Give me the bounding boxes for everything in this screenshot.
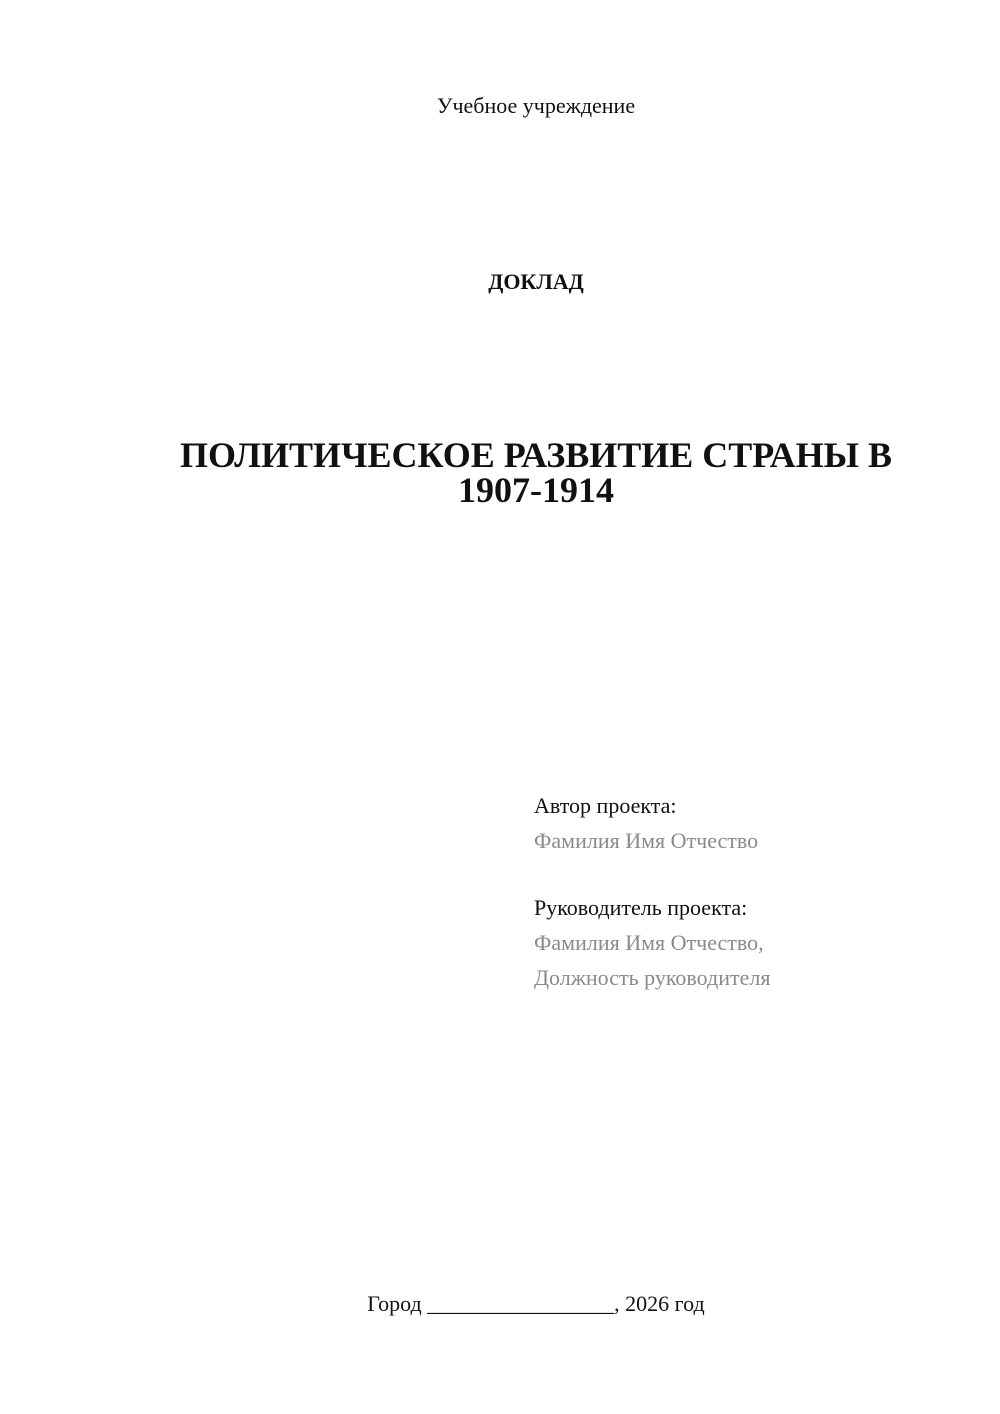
project-people-block [534,788,974,995]
city-year-line: Город _________________, 2026 год [367,1291,705,1316]
institution-name: Учебное учреждение [436,93,636,118]
author-label: Автор проекта: [534,793,677,818]
document-title-line-2: 1907-1914 [458,470,614,510]
supervisor-name: Фамилия Имя Отчество, [534,930,764,955]
document-type: ДОКЛАД [488,269,584,294]
author-name: Фамилия Имя Отчество [534,828,759,853]
spacer [534,858,974,890]
supervisor-position: Должность руководителя [534,965,771,990]
document-title [100,435,972,510]
document-title-line-1: ПОЛИТИЧЕСКОЕ РАЗВИТИЕ СТРАНЫ В [180,435,892,475]
supervisor-label: Руководитель проекта: [534,895,748,920]
